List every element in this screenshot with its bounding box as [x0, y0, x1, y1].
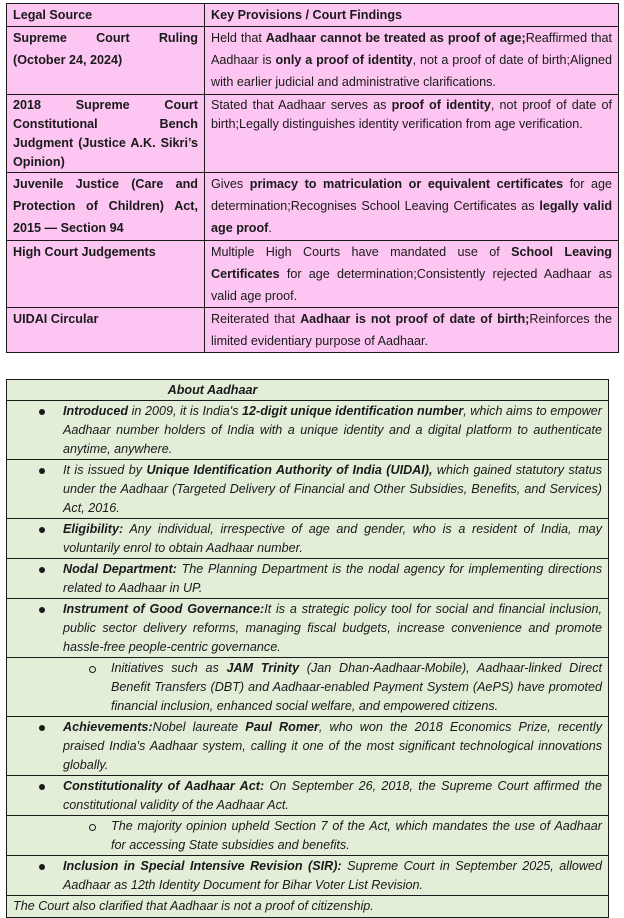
legal-source-cell: High Court Judgements: [7, 241, 205, 308]
table-row: [7, 95, 619, 173]
hollow-bullet-icon: [89, 666, 96, 673]
list-item: Instrument of Good Governance:It is a strategic policy tool for social and financial inclusion, public sector delivery reforms, managing fiscal budgets, increase convenience and promote hassle-free people-centric governance.: [7, 598, 608, 657]
list-item: Constitutionality of Aadhaar Act: On September 26, 2018, the Supreme Court affirmed the constitutional validity of the Aadhaar Act.: [7, 775, 608, 815]
column-header-legal-source: Legal Source: [7, 4, 205, 27]
list-item: Inclusion in Special Intensive Revision (SIR): Supreme Court in September 2025, allowed Aadhaar as 12th Identity Document for Bihar Voter List Revision.: [7, 855, 608, 895]
table-row: [7, 241, 619, 308]
column-header-key-provisions: Key Provisions / Court Findings: [205, 4, 619, 27]
legal-source-cell: 2018 Supreme Court Constitutional Bench Judgment (Justice A.K. Sikri’s Opinion): [7, 95, 205, 173]
provision-cell: Reiterated that Aadhaar is not proof of date of birth;Reinforces the limited evidentiary purpose of Aadhaar.: [205, 308, 619, 353]
legal-source-cell: Supreme Court Ruling (October 24, 2024): [7, 27, 205, 95]
hollow-bullet-icon: [89, 824, 96, 831]
legal-source-cell: UIDAI Circular: [7, 308, 205, 353]
bullet-icon: [39, 527, 45, 533]
bullet-icon: [39, 468, 45, 474]
provision-cell: Gives primacy to matriculation or equivalent certificates for age determination;Recognises School Leaving Certificates as legally valid age proof.: [205, 173, 619, 241]
list-item: Nodal Department: The Planning Department is the nodal agency for implementing directions related to Aadhaar in UP.: [7, 558, 608, 598]
sub-list-item: Initiatives such as JAM Trinity (Jan Dhan-Aadhaar-Mobile), Aadhaar-linked Direct Benefit Transfers (DBT) and Aadhaar-enabled Payment System (AePS) have promoted financial inclusion, enhanced social welfare, and empowered citizens.: [7, 657, 608, 716]
legal-sources-table: [6, 3, 619, 353]
table-row: [7, 308, 619, 353]
about-aadhaar-box: [6, 379, 609, 918]
bullet-icon: [39, 607, 45, 613]
table-row: [7, 27, 619, 95]
provision-cell: Held that Aadhaar cannot be treated as proof of age;Reaffirmed that Aadhaar is only a proof of identity, not a proof of date of birth;Aligned with earlier judicial and administrative clarifications.: [205, 27, 619, 95]
table-row: [7, 173, 619, 241]
bullet-icon: [39, 409, 45, 415]
about-title: About Aadhaar: [167, 383, 258, 397]
list-item: Achievements:Nobel laureate Paul Romer, who won the 2018 Economics Prize, recently praised India's Aadhaar system, calling it one of the most significant technological innovations globally.: [7, 716, 608, 775]
bullet-icon: [39, 725, 45, 731]
provision-cell: Multiple High Courts have mandated use of School Leaving Certificates for age determination;Consistently rejected Aadhaar as valid age proof.: [205, 241, 619, 308]
table-header-row: [7, 4, 619, 27]
bullet-icon: [39, 864, 45, 870]
footer-note: The Court also clarified that Aadhaar is not a proof of citizenship.: [7, 895, 608, 917]
sub-list-item: The majority opinion upheld Section 7 of the Act, which mandates the use of Aadhaar for accessing State subsidies and benefits.: [7, 815, 608, 855]
bullet-icon: [39, 567, 45, 573]
list-item: Eligibility: Any individual, irrespective of age and gender, who is a resident of India, may voluntarily enrol to obtain Aadhaar number.: [7, 518, 608, 558]
bullet-icon: [39, 784, 45, 790]
list-item: Introduced in 2009, it is India's 12-digit unique identification number, which aims to empower Aadhaar number holders of India with a unique identity and a digital platform to authenticate anytime, anywhere.: [7, 400, 608, 459]
list-item: It is issued by Unique Identification Authority of India (UIDAI), which gained statutory status under the Aadhaar (Targeted Delivery of Financial and Other Subsidies, Benefits, and Services) Act, 2016.: [7, 459, 608, 518]
legal-source-cell: Juvenile Justice (Care and Protection of Children) Act, 2015 — Section 94: [7, 173, 205, 241]
provision-cell: Stated that Aadhaar serves as proof of identity, not proof of date of birth;Legally distinguishes identity verification from age verification.: [205, 95, 619, 173]
